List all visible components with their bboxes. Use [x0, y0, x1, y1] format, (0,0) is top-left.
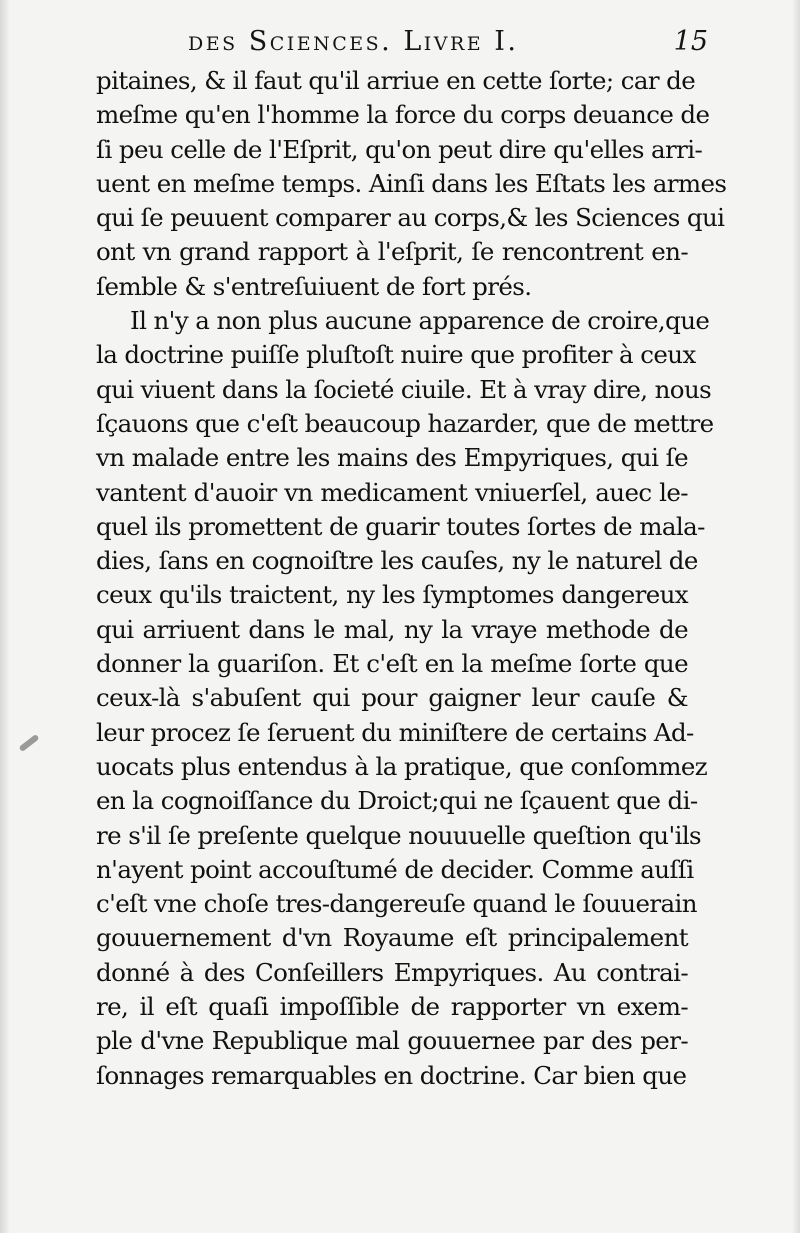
text-line: vn malade entre les mains des Empyriques, qui ſe: [96, 443, 688, 473]
text-line: uent en meſme temps. Ainſi dans les Eſtats les armes: [96, 168, 727, 198]
text-line: qui viuent dans la ſocieté ciuile. Et à vray dire, nous: [96, 374, 712, 404]
text-line: re s'il ſe preſente quelque nouuuelle queſtion qu'ils: [96, 820, 702, 850]
text-line: la doctrine puiſſe pluſtoſt nuire que profiter à ceux: [96, 340, 696, 370]
text-line: pitaines, & il faut qu'il arriue en cette ſorte; car de: [96, 66, 696, 95]
text-line: ſonnages remarquables en doctrine. Car bien que: [96, 1060, 687, 1090]
text-line: ſemble & s'entreſuiuent de fort prés.: [96, 271, 532, 301]
text-line: ſi peu celle de l'Eſprit, qu'on peut dire qu'elles arri-: [96, 134, 703, 164]
body-text: [96, 64, 727, 1093]
text-line: dies, ſans en cognoiſtre les cauſes, ny le naturel de: [96, 546, 698, 576]
paragraph-start-line: Il n'y a non plus aucune apparence de croire,que: [130, 306, 710, 336]
text-line: qui ſe peuuent comparer au corps,& les Sciences qui: [96, 203, 725, 233]
text-line: ceux-là s'abuſent qui pour gaigner leur cauſe &: [96, 683, 688, 713]
running-head: des Sciences. Livre I.: [188, 26, 519, 57]
text-line: donné à des Conſeillers Empyriques. Au contrai-: [96, 957, 688, 987]
text-line: c'eſt vne choſe tres-dangereuſe quand le ſouuerain: [96, 889, 697, 919]
text-line: n'ayent point accouſtumé de decider. Comme auſſi: [96, 854, 694, 884]
text-line: ont vn grand rapport à l'eſprit, ſe rencontrent en-: [96, 237, 688, 267]
text-line: gouuernement d'vn Royaume eſt principalement: [96, 923, 688, 953]
text-line: ple d'vne Republique mal gouuernee par des per-: [96, 1026, 688, 1056]
text-line: ſçauons que c'eſt beaucoup hazarder, que de mettre: [96, 408, 714, 438]
page-edge-right: [792, 0, 800, 1233]
text-line: meſme qu'en l'homme la force du corps deuance de: [96, 100, 710, 130]
text-line: uocats plus entendus à la pratique, que conſommez: [96, 751, 708, 781]
text-line: re, il eſt quaſi impoſſible de rapporter vn exem-: [96, 992, 688, 1022]
text-line: donner la guariſon. Et c'eſt en la meſme ſorte que: [96, 649, 688, 679]
text-line: en la cognoiſſance du Droict;qui ne ſçauent que di-: [96, 786, 698, 816]
page-header: [188, 22, 708, 62]
margin-mark: [18, 734, 39, 752]
text-line: quel ils promettent de guarir toutes ſortes de mala-: [96, 511, 705, 541]
text-line: vantent d'auoir vn medicament vniuerſel, auec le-: [96, 477, 688, 507]
text-line: leur procez ſe ſeruent du miniſtere de certains Ad-: [96, 717, 694, 747]
text-line: ceux qu'ils traictent, ny les ſymptomes dangereux: [96, 580, 688, 610]
page-number: 15: [673, 26, 708, 57]
page-edge-left: [0, 0, 10, 1233]
text-line: qui arriuent dans le mal, ny la vraye methode de: [96, 614, 688, 644]
